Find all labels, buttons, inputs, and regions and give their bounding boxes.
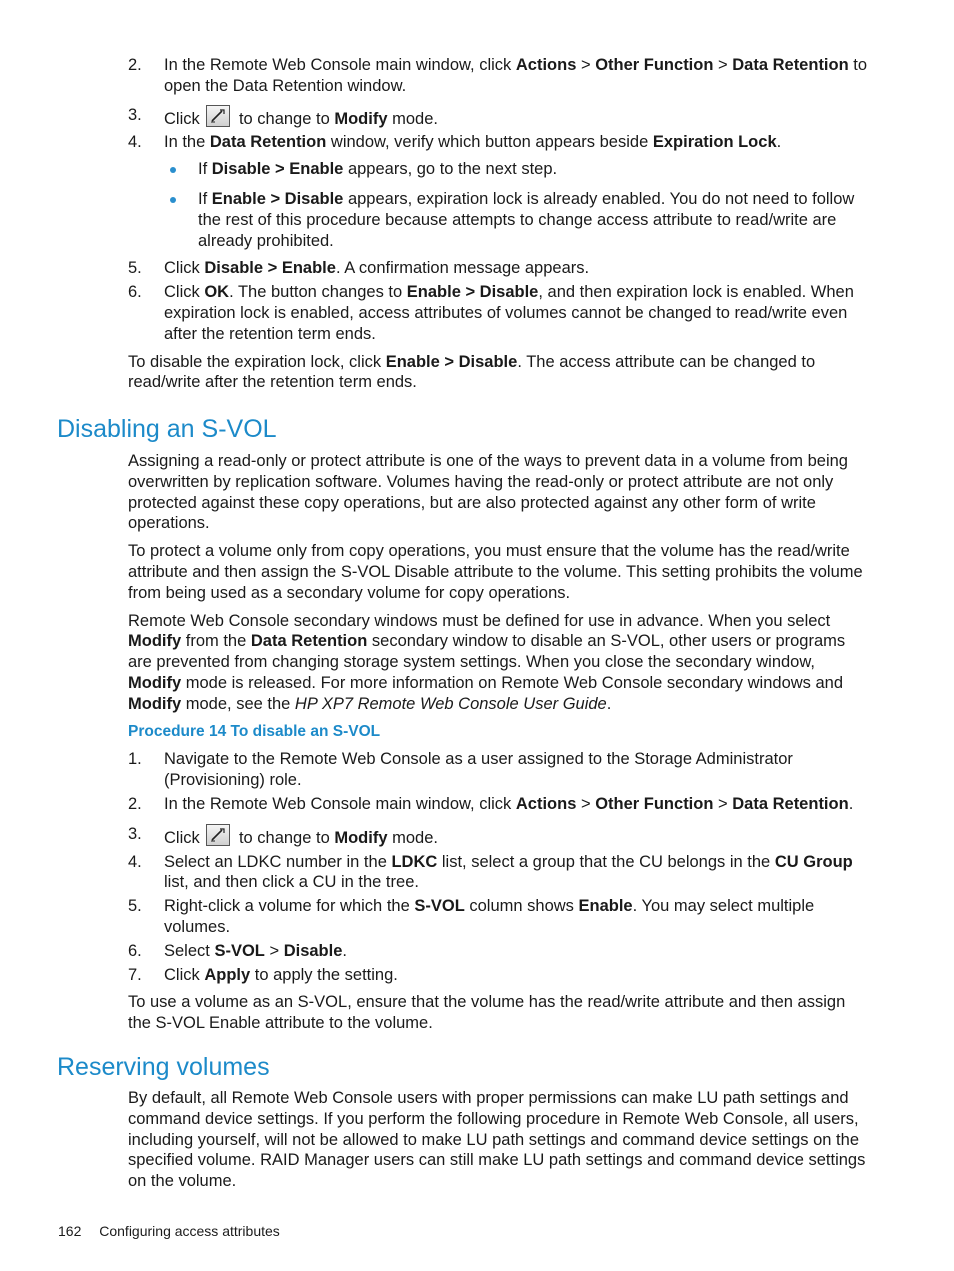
svol-paragraph: Assigning a read-only or protect attribute is one of the ways to prevent data in a volume from being overwritten by replication software. Volumes having the read-only or protect attribute are not only protected against these copy operations, but are also protected against any other form of write operations. [128, 452, 848, 533]
procedure-title: Procedure 14 To disable an S-VOL [128, 722, 381, 740]
modify-pencil-icon [206, 105, 230, 127]
steps-list-1 [128, 55, 870, 153]
step-number: 3. [128, 824, 142, 843]
step-number: 2. [128, 56, 142, 74]
bullet-item: If Enable > Disable appears, expiration lock is already enabled. You do not need to follow the rest of this procedure because attempts to change access attribute to read/write are already prohibited. [128, 189, 870, 251]
step-item [128, 852, 870, 894]
step-item [128, 896, 870, 938]
step-number: 3. [128, 105, 142, 124]
step-item [128, 132, 870, 153]
step-text: Navigate to the Remote Web Console as a user assigned to the Storage Administrator (Provisioning) role. [164, 750, 793, 790]
step-text-before: Click [164, 828, 200, 847]
page-number: 162 [58, 1223, 82, 1239]
reserve-section-body [128, 1088, 870, 1192]
footer-section-title: Configuring access attributes [99, 1223, 280, 1239]
svol-paragraph: Remote Web Console secondary windows must be defined for use in advance. When you select Modify from the Data Retention secondary window to disable an S-VOL, other users or programs are prevented from changing storage system settings. When you close the secondary window, Modify mode is released. For more information on Remote Web Console secondary windows and Modify mode, see the HP XP7 Remote Web Console User Guide. [128, 611, 846, 713]
step-number: 7. [128, 965, 142, 984]
section-heading-reserve: Reserving volumes [57, 1053, 270, 1081]
step-text-after: to change to Modify mode. [238, 828, 438, 847]
step-item [128, 941, 870, 962]
step-text: In the Remote Web Console main window, click Actions > Other Function > Data Retention. [164, 794, 854, 813]
step-text: In the Remote Web Console main window, click Actions > Other Function > Data Retention to open the Data Retention window. [164, 56, 868, 95]
step-number: 4. [128, 852, 142, 871]
step-text-after: to change to Modify mode. [238, 109, 438, 128]
step-text: Click Apply to apply the setting. [164, 965, 398, 984]
closing-paragraph: To disable the expiration lock, click Enable > Disable. The access attribute can be changed to read/write after the retention term ends. [128, 352, 816, 392]
step-number: 5. [128, 259, 142, 278]
bullet-item: If Disable > Enable appears, go to the next step. [128, 159, 870, 180]
step-item [128, 105, 870, 130]
step-text-before: Click [164, 109, 200, 128]
step-text: Click Disable > Enable. A confirmation message appears. [164, 259, 590, 278]
step-item [128, 258, 870, 279]
step-number: 1. [128, 750, 142, 769]
step-number: 6. [128, 283, 142, 302]
step-item [128, 55, 870, 97]
step-item [128, 965, 870, 986]
step-item [128, 749, 870, 791]
step-number: 6. [128, 941, 142, 960]
page-footer [58, 1222, 280, 1240]
step-item [128, 794, 870, 815]
step-item [128, 824, 870, 849]
step-text: Click OK. The button changes to Enable > Disable, and then expiration lock is enabled. When expiration lock is enabled, access attributes of volumes cannot be changed to read/write even after the retention term ends. [164, 283, 854, 343]
expiration-lock-procedure [128, 55, 870, 393]
steps-list-2 [128, 258, 870, 344]
step-item [128, 282, 870, 344]
svol-closing-paragraph: To use a volume as an S-VOL, ensure that the volume has the read/write attribute and then assign the S-VOL Enable attribute to the volume. [128, 993, 846, 1033]
svol-steps-list [128, 749, 870, 985]
svol-paragraph: To protect a volume only from copy operations, you must ensure that the volume has the read/write attribute and then assign the S-VOL Disable attribute to the volume. This setting prohibits the volume from being used as a secondary volume for copy operations. [128, 542, 863, 602]
bullet-list [128, 159, 870, 251]
reserve-paragraph: By default, all Remote Web Console users with proper permissions can make LU path settings and command device settings. If you perform the following procedure in Remote Web Console, all users, including yourself, will not be allowed to make LU path settings and command device settings on the specified volume. RAID Manager users can still make LU path settings and command device settings on the volume. [128, 1089, 866, 1191]
step-number: 5. [128, 897, 142, 916]
step-text: Select an LDKC number in the LDKC list, select a group that the CU belongs in the CU Group list, and then click a CU in the tree. [164, 852, 853, 892]
step-text: In the Data Retention window, verify which button appears beside Expiration Lock. [164, 133, 782, 152]
step-number: 4. [128, 133, 142, 152]
step-text: Select S-VOL > Disable. [164, 941, 347, 960]
section-heading-svol: Disabling an S-VOL [57, 415, 277, 443]
svol-section-body [128, 451, 870, 1034]
step-text: Right-click a volume for which the S-VOL column shows Enable. You may select multiple volumes. [164, 897, 815, 936]
modify-pencil-icon [206, 824, 230, 846]
step-number: 2. [128, 794, 142, 813]
